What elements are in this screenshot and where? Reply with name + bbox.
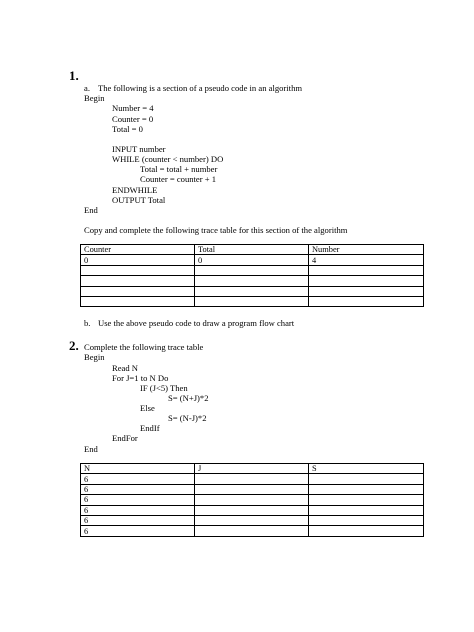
table-cell[interactable] <box>309 526 424 536</box>
table-cell[interactable] <box>309 286 424 296</box>
code-line: For J=1 to N Do <box>112 373 169 383</box>
table-cell[interactable] <box>195 495 309 505</box>
table-cell[interactable]: 6 <box>81 526 195 536</box>
code-line: End <box>84 205 98 215</box>
table-cell[interactable]: 6 <box>81 474 195 484</box>
code-line: Begin <box>84 352 105 362</box>
table-cell[interactable] <box>195 286 309 296</box>
table-cell[interactable] <box>195 296 309 306</box>
code-line: Total = 0 <box>112 124 143 134</box>
table-cell[interactable]: 0 <box>81 255 195 265</box>
table-cell[interactable] <box>309 276 424 286</box>
table-cell[interactable] <box>81 296 195 306</box>
code-line: OUTPUT Total <box>112 195 166 205</box>
code-line: Counter = 0 <box>112 114 154 124</box>
part-b-letter: b. <box>84 318 91 328</box>
question-2-number: 2. <box>69 338 79 353</box>
code-line: Counter = counter + 1 <box>140 174 217 184</box>
header-cell: Total <box>195 245 309 255</box>
table-cell[interactable] <box>195 484 309 494</box>
question-2-intro: Complete the following trace table <box>84 342 204 352</box>
table-cell[interactable] <box>309 265 424 275</box>
trace-table-2 <box>80 463 424 537</box>
table-cell[interactable] <box>195 276 309 286</box>
table-cell[interactable] <box>195 474 309 484</box>
code-line: Number = 4 <box>112 103 154 113</box>
code-line: WHILE (counter < number) DO <box>112 154 224 164</box>
table-cell[interactable] <box>81 276 195 286</box>
table-cell[interactable] <box>195 526 309 536</box>
trace-table-1 <box>80 244 424 307</box>
table-cell[interactable] <box>309 296 424 306</box>
code-line: IF (J<5) Then <box>140 383 188 393</box>
code-line: Begin <box>84 93 105 103</box>
table-cell[interactable] <box>309 505 424 515</box>
table-row <box>81 286 424 296</box>
header-cell: Counter <box>81 245 195 255</box>
table-cell[interactable] <box>195 505 309 515</box>
trace-table-instruction: Copy and complete the following trace table for this section of the algorithm <box>84 225 348 235</box>
header-cell: S <box>309 464 424 474</box>
table-header-row <box>81 464 424 474</box>
table-row <box>81 495 424 505</box>
table-cell[interactable]: 6 <box>81 495 195 505</box>
table-header-row <box>81 245 424 255</box>
table-cell[interactable] <box>309 484 424 494</box>
header-cell: Number <box>309 245 424 255</box>
question-1-number: 1. <box>69 68 79 83</box>
table-cell[interactable]: 6 <box>81 505 195 515</box>
table-row <box>81 484 424 494</box>
table-cell[interactable] <box>81 265 195 275</box>
table-row <box>81 276 424 286</box>
table-cell[interactable] <box>81 286 195 296</box>
table-cell[interactable] <box>195 265 309 275</box>
code-line: End <box>84 444 98 454</box>
code-line: ENDWHILE <box>112 185 158 195</box>
table-cell[interactable] <box>309 474 424 484</box>
table-cell[interactable] <box>309 495 424 505</box>
code-line: Else <box>140 403 155 413</box>
code-line: EndIf <box>140 423 160 433</box>
part-a-letter: a. <box>84 83 90 93</box>
table-row <box>81 265 424 275</box>
header-cell: N <box>81 464 195 474</box>
code-line: S= (N-J)*2 <box>168 413 207 423</box>
code-line: Total = total + number <box>140 164 218 174</box>
table-row <box>81 515 424 525</box>
table-row <box>81 526 424 536</box>
table-row <box>81 296 424 306</box>
part-a-text: The following is a section of a pseudo code in an algorithm <box>98 83 303 93</box>
table-cell[interactable]: 4 <box>309 255 424 265</box>
header-cell: J <box>195 464 309 474</box>
table-cell[interactable]: 6 <box>81 484 195 494</box>
part-b-text: Use the above pseudo code to draw a program flow chart <box>98 318 295 328</box>
code-line: Read N <box>112 363 139 373</box>
table-cell[interactable]: 6 <box>81 515 195 525</box>
code-line: S= (N+J)*2 <box>168 393 209 403</box>
code-line: INPUT number <box>112 144 166 154</box>
table-cell[interactable] <box>309 515 424 525</box>
table-cell[interactable]: 0 <box>195 255 309 265</box>
table-cell[interactable] <box>195 515 309 525</box>
table-row <box>81 474 424 484</box>
code-line: EndFor <box>112 433 138 443</box>
table-row <box>81 255 424 265</box>
table-row <box>81 505 424 515</box>
